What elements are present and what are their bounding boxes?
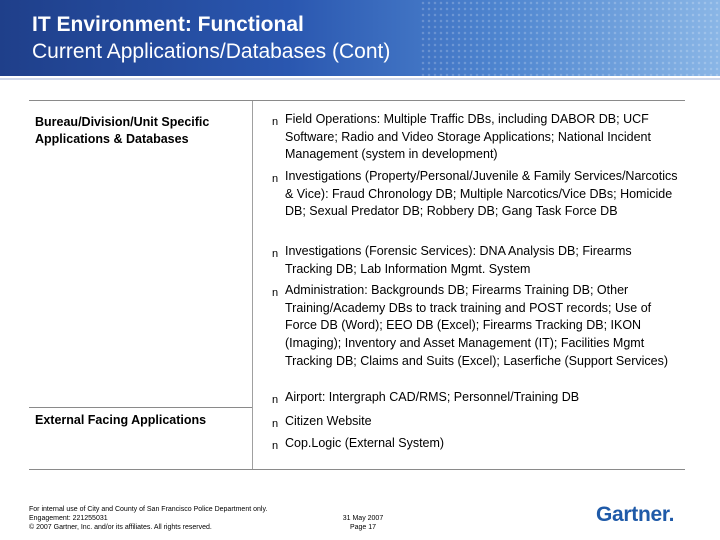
category-external-facing: External Facing Applications	[35, 413, 207, 427]
gartner-logo: Gartner.	[596, 503, 675, 526]
bullet-marker: n	[272, 394, 279, 406]
bullet-marker: n	[272, 418, 279, 430]
page-subtitle: Current Applications/Databases (Cont)	[32, 40, 391, 63]
footer-usage-note: For internal use of City and County of San Francisco Police Department only.	[29, 506, 268, 513]
list-item-text: Investigations (Property/Personal/Juvenile & Family Services/Narcotics & Vice): Fraud Chronology DB; Multiple Narcotics/Vice DBs; Homicide DB; Sexual Predator DB; Robbery DB; Gang Task Force DB	[285, 169, 678, 219]
list-item-text: Field Operations: Multiple Traffic DBs, including DABOR DB; UCF Software; Radio and Video Storage Applications; National Incident Management (system in development)	[285, 112, 651, 162]
category-column	[29, 101, 253, 469]
bullet-marker: n	[272, 287, 279, 299]
footer-date: 31 May 2007	[342, 515, 384, 522]
footer-date-page	[333, 514, 393, 532]
list-item	[272, 413, 682, 431]
list-item-text: Cop.Logic (External System)	[285, 436, 445, 450]
header-divider	[0, 78, 720, 80]
page-number: Page 17	[349, 524, 377, 531]
row-divider	[29, 407, 252, 408]
page-title: IT Environment: Functional	[32, 13, 304, 36]
bullet-marker: n	[272, 248, 279, 260]
list-item	[272, 282, 682, 371]
footer-copyright: © 2007 Gartner, Inc. and/or its affiliates. All rights reserved.	[29, 524, 212, 531]
list-item-text: Investigations (Forensic Services): DNA Analysis DB; Firearms Tracking DB; Lab Information Mgmt. System	[285, 244, 632, 276]
header-banner	[0, 0, 720, 76]
list-item	[272, 168, 682, 221]
footer-disclaimer	[29, 505, 329, 532]
bullet-marker: n	[272, 173, 279, 185]
header-dot-pattern	[420, 0, 720, 76]
category-bureau-specific: Bureau/Division/Unit Specific Applications & Databases	[35, 115, 210, 146]
list-item-text: Administration: Backgrounds DB; Firearms Training DB; Other Training/Academy DBs to track training and POST records; Use of Force DB (Word); EEO DB (Excel); Firearms Tracking DB; IKON (Imaging); Inventory and Asset Management (IT); Facilities Mgmt Tracking DB; Claims and Suits (Excel); Laserfiche (Support Services)	[285, 283, 669, 368]
list-item-text: Airport: Intergraph CAD/RMS; Personnel/Training DB	[285, 390, 580, 404]
bullet-marker: n	[272, 440, 279, 452]
list-item-text: Citizen Website	[285, 414, 372, 428]
list-item	[272, 111, 682, 164]
list-item	[272, 389, 682, 407]
bullet-marker: n	[272, 116, 279, 128]
applications-table	[29, 100, 685, 470]
footer-engagement: Engagement: 221255031	[29, 515, 108, 522]
list-item	[272, 243, 682, 278]
list-item	[272, 435, 682, 453]
